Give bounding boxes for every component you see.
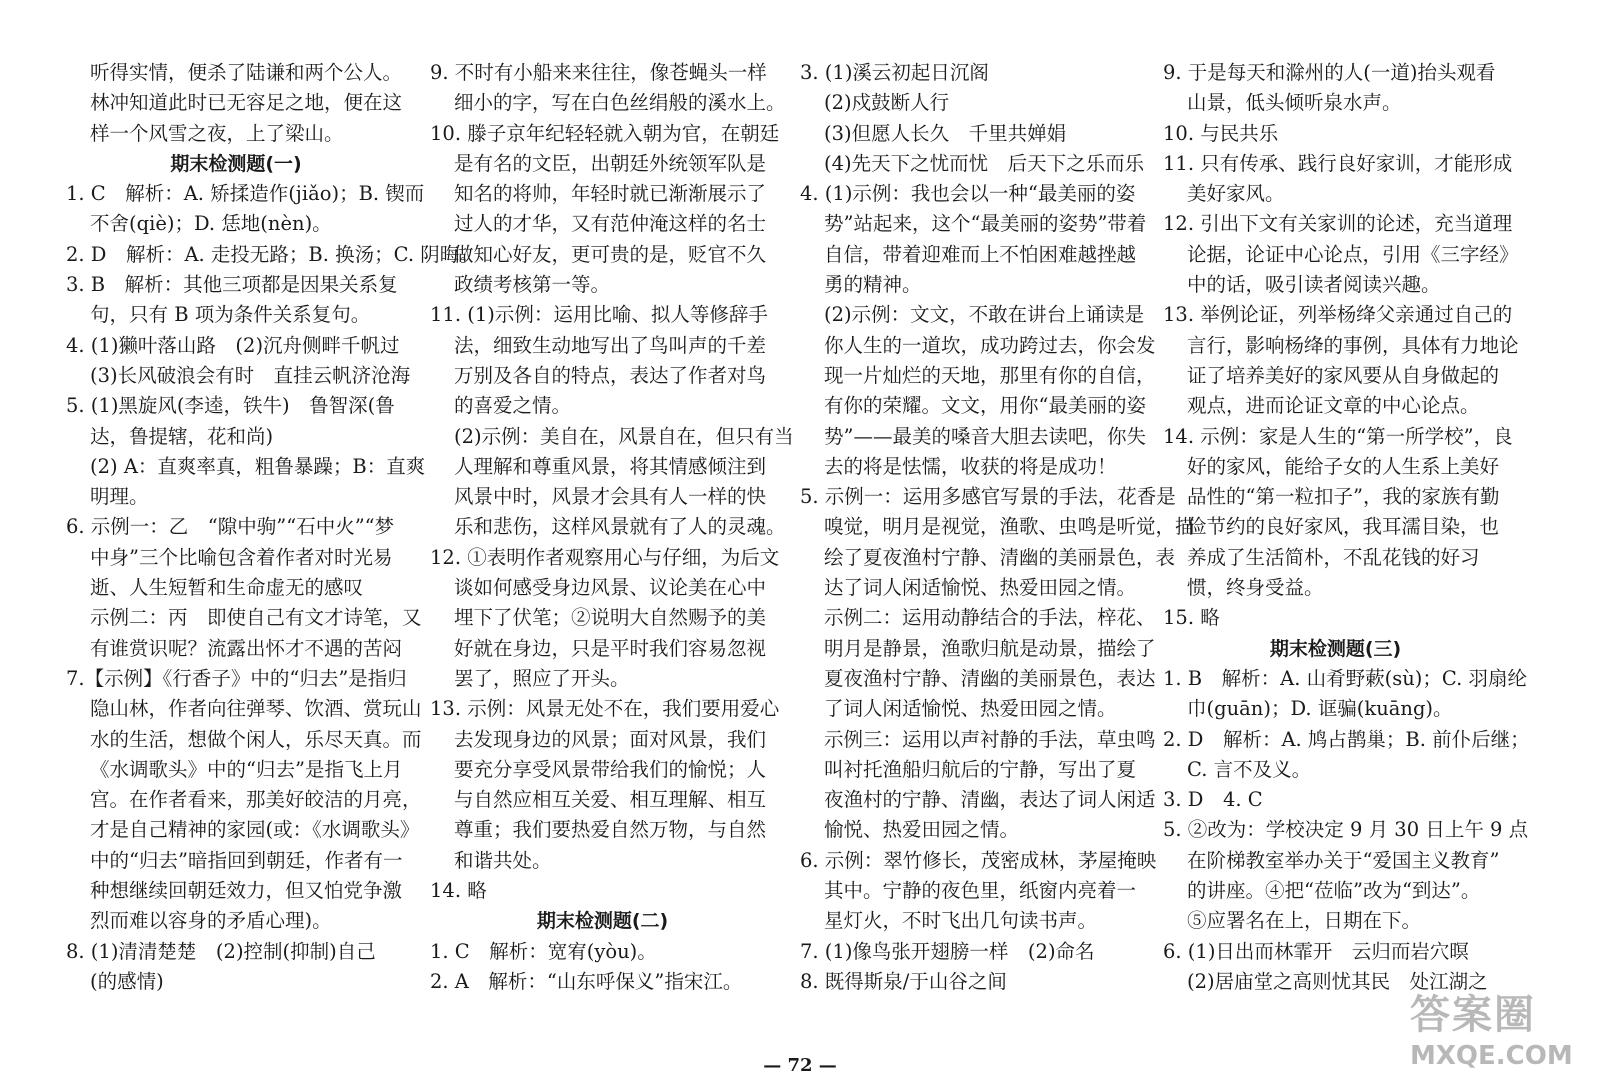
answer-line: 中的“归去”暗指回到朝廷，作者有一: [90, 848, 403, 872]
answer-line: 水的生活，想做个闲人，乐尽天真。而: [90, 727, 422, 751]
answer-line: 俭节约的良好家风，我耳濡目染，也: [1187, 515, 1500, 539]
answer-line: 谈如何感受身边风景、议论美在心中: [454, 576, 767, 600]
answer-line: 是有名的文臣，出朝廷外统领军队是: [454, 151, 767, 175]
answer-line: 2. A 解析：“山东呼保义”指宋江。: [430, 969, 743, 993]
answer-line: 11. (1)示例：运用比喻、拟人等修辞手: [430, 303, 768, 327]
answer-line: 品性的“第一粒扣子”，我的家族有勤: [1187, 485, 1500, 509]
answer-line: 惯，终身受益。: [1187, 576, 1324, 600]
answer-line: 过人的才华，又有范仲淹这样的名士: [454, 212, 767, 236]
watermark-title: 答案圈: [1410, 992, 1536, 1038]
answer-line: 9. 于是每天和滁州的人(一道)抬头观看: [1163, 61, 1496, 84]
answer-line: 证了培养美好的家风要从自身做起的: [1187, 363, 1500, 387]
answer-line: 观点，进而论证文章的中心论点。: [1187, 394, 1480, 418]
answer-line: 细小的字，写在白色丝绢般的溪水上。: [454, 91, 786, 115]
answer-line: 9. 不时有小船来来往往，像苍蝇头一样: [430, 61, 767, 84]
answer-line: (3)但愿人长久 千里共婵娟: [824, 121, 1067, 145]
answer-line: 3. B 解析：其他三项都是因果关系复: [66, 273, 398, 297]
section-heading: 期末检测题(三): [1269, 637, 1402, 660]
answer-line: 绘了夏夜渔村宁静、清幽的美丽景色，表: [824, 545, 1176, 569]
answer-line: 5. (1)黑旋风(李逵，铁牛) 鲁智深(鲁: [66, 394, 395, 418]
answer-line: C. 言不及义。: [1187, 757, 1312, 781]
answer-line: 14. 略: [430, 879, 487, 903]
answer-line: 其中。宁静的夜色里，纸窗内亮着一: [824, 879, 1137, 903]
answer-line: 巾(guān)；D. 诓骗(kuāng)。: [1187, 697, 1453, 721]
answer-line: 句，只有 B 项为条件关系复句。: [90, 303, 371, 327]
answer-line: 去发现身边的风景；面对风景，我们: [454, 727, 767, 751]
answer-line: (的感情): [90, 969, 164, 993]
answer-line: 要充分享受风景带给我们的愉悦；人: [454, 757, 767, 781]
answer-line: 3. D 4. C: [1163, 788, 1263, 812]
answer-line: ⑤应署名在上，日期在下。: [1187, 909, 1422, 933]
answer-line: 10. 与民共乐: [1163, 121, 1279, 145]
answer-line: 3. (1)溪云初起日沉阁: [800, 61, 989, 84]
answer-line: 7. (1)像鸟张开翅膀一样 (2)命名: [800, 939, 1095, 963]
answer-line: 乐和悲伤，这样风景就有了人的灵魂。: [454, 515, 786, 539]
answer-line: 10. 滕子京年纪轻轻就入朝为官，在朝廷: [430, 121, 780, 145]
answer-line: (3)长风破浪会有时 直挂云帆济沧海: [90, 363, 411, 387]
answer-line: 示例二：运用动静结合的手法，梓花、: [824, 606, 1156, 630]
answer-line: (2) A：直爽率真，粗鲁暴躁；B：直爽: [90, 454, 426, 478]
answer-line: 15. 略: [1163, 606, 1220, 630]
answer-column-4: [1163, 58, 1530, 997]
answer-line: 不舍(qiè)；D. 恁地(nèn)。: [90, 212, 332, 236]
answer-line: 5. 示例一：运用多感官写景的手法，花香是: [800, 485, 1176, 509]
answer-line: 逝、人生短暂和生命虚无的感叹: [90, 576, 364, 600]
answer-line: 政绩考核第一等。: [454, 273, 611, 297]
answer-line: 势”站起来，这个“最美丽的姿势”带着: [824, 212, 1147, 236]
answer-line: 达了词人闲适愉悦、热爱田园之情。: [824, 576, 1137, 600]
answer-line: 好就在身边，只是平时我们容易忽视: [454, 636, 767, 660]
answer-line: 《水调歌头》中的“归去”是指飞上月: [90, 757, 403, 781]
answer-line: 2. D 解析：A. 鸠占鹊巢；B. 前仆后继；: [1163, 727, 1530, 751]
answer-line: 达，鲁提辖，花和尚): [90, 424, 274, 448]
answer-line: 言行，影响杨绛的事例，具体有力地论: [1187, 333, 1519, 357]
answer-line: 13. 举例论证，列举杨绛父亲通过自己的: [1163, 303, 1513, 327]
answer-line: 去的将是怯懦，收获的将是成功！: [824, 454, 1117, 478]
answer-line: 美好家风。: [1187, 182, 1285, 206]
answer-line: 了词人闲适愉悦、热爱田园之情。: [824, 697, 1117, 721]
answer-line: 夏夜渔村宁静、清幽的美丽景色，表达: [824, 666, 1156, 690]
answer-line: 做知心好友，更可贵的是，贬官不久: [454, 242, 767, 266]
answer-line: 样一个风雪之夜，上了梁山。: [90, 121, 344, 145]
answer-line: 明月是静景，渔歌归航是动景，描绘了: [824, 636, 1156, 660]
answer-line: 在阶梯教室举办关于“爱国主义教育”: [1187, 848, 1500, 872]
answer-line: (2)示例：文文，不敢在讲台上诵读是: [824, 303, 1145, 327]
answer-line: 论据，论证中心论点，引用《三字经》: [1187, 242, 1519, 266]
answer-line: 示例三：运用以声衬静的手法，草虫鸣: [824, 727, 1156, 751]
answer-line: 才是自己精神的家园(或：《水调歌头》: [90, 818, 420, 842]
answer-line: 烈而难以容身的矛盾心理)。: [90, 909, 332, 933]
answer-line: 林冲知道此时已无容足之地，便在这: [90, 91, 403, 115]
answer-line: 你人生的一道坎，成功跨过去，你会发: [824, 333, 1156, 357]
answer-line: 人理解和尊重风景，将其情感倾注到: [454, 454, 767, 478]
answer-line: 宫。在作者看来，那美好皎洁的月亮，: [90, 788, 422, 812]
answer-line: 的喜爱之情。: [454, 394, 572, 418]
answer-line: 2. D 解析：A. 走投无路；B. 换汤；C. 阴晦。: [66, 242, 479, 266]
answer-line: 8. 既得斯泉/于山谷之间: [800, 969, 1007, 993]
answer-line: 有你的荣耀。文文，用你“最美丽的姿: [824, 394, 1146, 418]
answer-line: (2)戍鼓断人行: [824, 91, 950, 115]
answer-column-2: [430, 58, 794, 997]
answer-line: 尊重；我们要热爱自然万物，与自然: [454, 818, 767, 842]
answer-line: 明理。: [90, 485, 149, 509]
watermark-logo: [1410, 990, 1590, 1085]
answer-line: 5. ②改为：学校决定 9 月 30 日上午 9 点: [1163, 818, 1529, 842]
section-heading: 期末检测题(二): [536, 910, 669, 933]
answer-line: 听得实情，便杀了陆谦和两个公人。: [90, 61, 403, 84]
answer-line: 4. (1)示例：我也会以一种“最美丽的姿: [800, 182, 1136, 206]
answer-line: 和谐共处。: [454, 848, 552, 872]
answer-line: 愉悦、热爱田园之情。: [824, 818, 1020, 842]
answer-line: 有谁赏识呢？流露出怀才不遇的苦闷: [90, 636, 403, 660]
answer-line: 种想继续回朝廷效力，但又怕党争激: [90, 879, 403, 903]
answer-line: 知名的将帅，年轻时就已渐渐展示了: [454, 182, 767, 206]
answer-line: 与自然应相互关爱、相互理解、相互: [454, 788, 767, 812]
answer-line: 法，细致生动地写出了鸟叫声的千差: [454, 333, 767, 357]
watermark-url: MXQE.COM: [1410, 1041, 1573, 1071]
answer-line: (4)先天下之忧而忧 后天下之乐而乐: [824, 151, 1145, 175]
answer-line: 1. C 解析：宽宥(yòu)。: [430, 939, 657, 963]
answer-line: 星灯火，不时飞出几句读书声。: [824, 909, 1098, 933]
answer-line: 示例二：丙 即使自己有文才诗笔，又: [90, 606, 422, 630]
answer-line: 14. 示例：家是人生的“第一所学校”，良: [1163, 424, 1513, 448]
answer-line: 叫衬托渔船归航后的宁静，写出了夏: [824, 757, 1137, 781]
answer-line: 7.【示例】《行香子》中的“归去”是指归: [66, 666, 407, 690]
answer-line: 夜渔村的宁静、清幽，表达了词人闲适: [824, 788, 1156, 812]
answer-line: 4. (1)獭叶落山路 (2)沉舟侧畔千帆过: [66, 333, 400, 357]
answer-line: 现一片灿烂的天地，那里有你的自信，: [824, 363, 1156, 387]
answer-line: 嗅觉，明月是视觉，渔歌、虫鸣是听觉，描: [824, 515, 1195, 539]
answer-line: 6. 示例：翠竹修长，茂密成林，茅屋掩映: [800, 848, 1157, 872]
answer-line: 13. 示例：风景无处不在，我们要用爱心: [430, 697, 780, 721]
answer-line: 万别及各自的特点，表达了作者对鸟: [454, 363, 767, 387]
answer-line: 12. 引出下文有关家训的论述，充当道理: [1163, 212, 1513, 236]
answer-line: 罢了，照应了开头。: [454, 666, 630, 690]
answer-line: 中身”三个比喻包含着作者对时光易: [90, 545, 393, 569]
answer-line: 1. B 解析：A. 山肴野蔌(sù)；C. 羽扇纶: [1163, 666, 1528, 690]
answer-line: 势”——最美的嗓音大胆去读吧，你失: [824, 424, 1146, 448]
page-number: — 72 —: [763, 1055, 837, 1076]
answer-line: 1. C 解析：A. 矫揉造作(jiǎo)；B. 锲而: [66, 182, 425, 206]
answer-line: 12. ①表明作者观察用心与仔细，为后文: [430, 545, 780, 569]
answer-line: 山景，低头倾听泉水声。: [1187, 91, 1402, 115]
answer-line: (2)示例：美自在，风景自在，但只有当: [454, 424, 794, 448]
answer-line: 自信，带着迎难而上不怕困难越挫越: [824, 242, 1137, 266]
answer-line: 6. (1)日出而林霏开 云归而岩穴暝: [1163, 939, 1469, 963]
answer-line: 11. 只有传承、践行良好家训，才能形成: [1163, 151, 1513, 175]
answer-line: 中的话，吸引读者阅读兴趣。: [1187, 273, 1441, 297]
answer-line: 的讲座。④把“莅临”改为“到达”。: [1187, 879, 1481, 903]
answer-line: 隐山林，作者向往弹琴、饮酒、赏玩山: [90, 697, 422, 721]
answer-line: 养成了生活简朴，不乱花钱的好习: [1187, 545, 1480, 569]
answer-line: 8. (1)清清楚楚 (2)控制(抑制)自己: [66, 939, 376, 963]
section-heading: 期末检测题(一): [170, 152, 302, 175]
answer-line: 好的家风，能给子女的人生系上美好: [1187, 454, 1500, 478]
answer-line: 6. 示例一：乙 “隙中驹”“石中火”“梦: [66, 515, 395, 539]
answer-line: 勇的精神。: [824, 273, 922, 297]
answer-line: 埋下了伏笔；②说明大自然赐予的美: [454, 606, 767, 630]
answer-line: 风景中时，风景才会具有人一样的快: [454, 485, 767, 509]
answer-line: (2)居庙堂之高则忧其民 处江湖之: [1187, 969, 1488, 993]
